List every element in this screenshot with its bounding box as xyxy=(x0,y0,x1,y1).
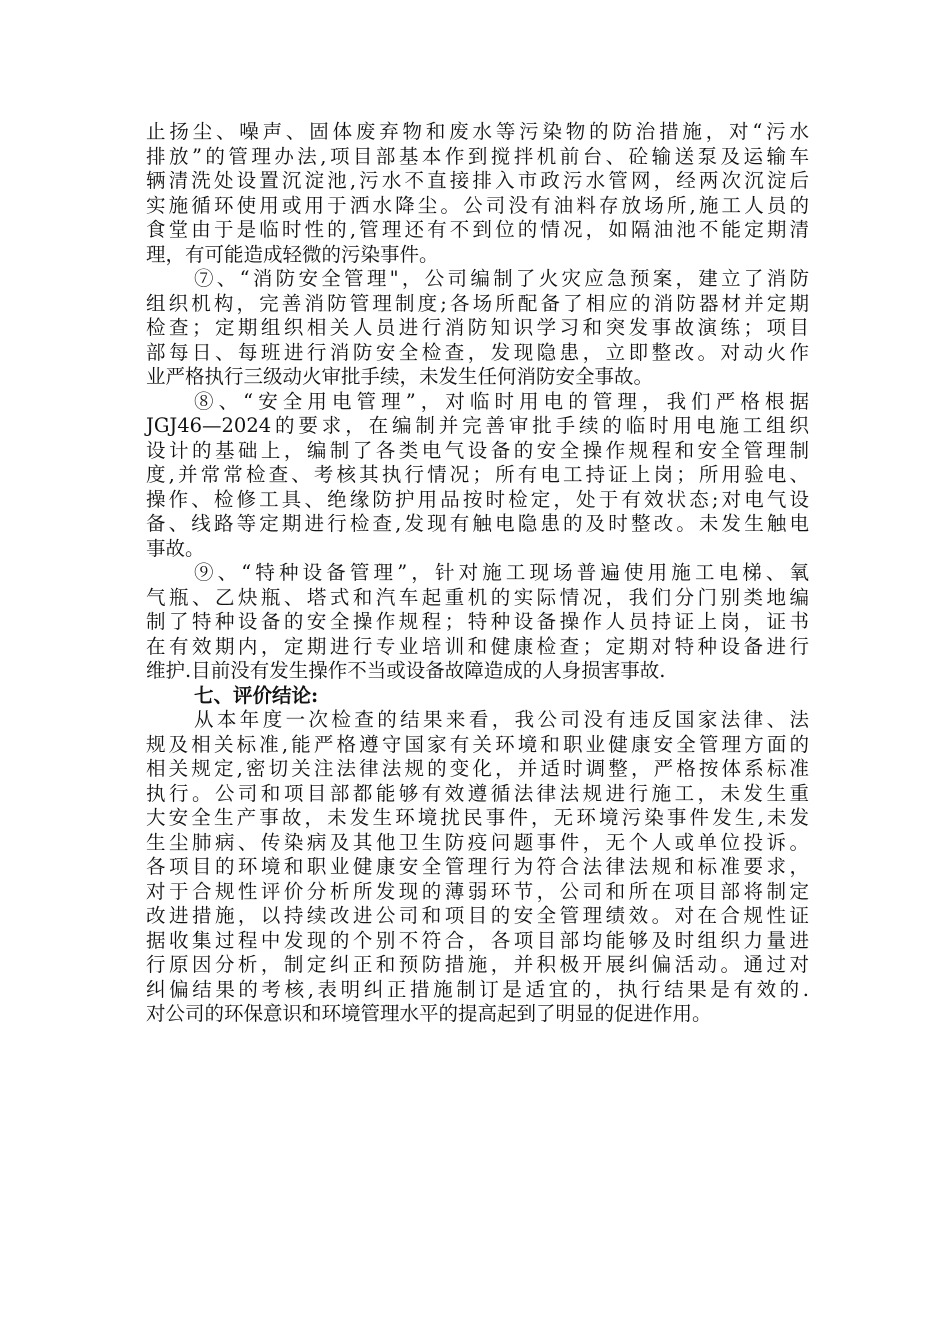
text-line: 检查；定期组织相关人员进行消防知识学习和突发事故演练；项目 xyxy=(146,316,809,339)
text-line: 对于合规性评价分析所发现的薄弱环节，公司和所在项目部将制定 xyxy=(146,879,809,903)
text-line: ⑦、“消防安全管理"，公司编制了火灾应急预案，建立了消防 xyxy=(194,267,809,290)
text-line: 改进措施，以持续改进公司和项目的安全管理绩效。对在合规性证 xyxy=(146,904,809,927)
text-line: 维护.目前没有发生操作不当或设备故障造成的人身损害事故. xyxy=(146,659,666,682)
text-line: 操作、检修工具、绝缘防护用品按时检定，处于有效状态;对电气设 xyxy=(146,487,809,511)
text-line: 大安全生产事故，未发生环境扰民事件，无环境污染事件发生,未发 xyxy=(146,806,809,829)
text-line: 纠偏结果的考核,表明纠正措施制订是适宜的，执行结果是有效的. xyxy=(146,977,809,1001)
text-line: 据收集过程中发现的个别不符合，各项目部均能够及时组织力量进 xyxy=(146,928,809,952)
section-heading: 七、评价结论: xyxy=(194,683,319,707)
text-line: ⑨、“特种设备管理”，针对施工现场普遍使用施工电梯、氧 xyxy=(194,561,809,584)
paragraph-conclusion xyxy=(146,708,809,1027)
text-line: 组织机构，完善消防管理制度;各场所配备了相应的消防器材并定期 xyxy=(146,291,809,315)
text-line: 气瓶、乙炔瓶、塔式和汽车起重机的实际情况，我们分门别类地编 xyxy=(146,585,809,609)
text-line: ⑧、“安全用电管理”，对临时用电的管理，我们严格根据 xyxy=(194,389,809,413)
text-line: 各项目的环境和职业健康安全管理行为符合法律法规和标准要求， xyxy=(146,855,809,878)
paragraph-special-equipment xyxy=(146,561,809,684)
paragraph-pollution-control xyxy=(146,120,809,267)
text-line: 实施循环使用或用于洒水降尘。公司没有油料存放场所,施工人员的 xyxy=(146,193,809,217)
text-line: 业严格执行三级动火审批手续，未发生任何消防安全事故。 xyxy=(146,365,654,388)
text-line: 事故。 xyxy=(146,536,205,560)
text-line: 执行。公司和项目部都能够有效遵循法律法规进行施工，未发生重 xyxy=(146,781,809,805)
text-line: 度,并常常检查、考核其执行情况；所有电工持证上岗；所用验电、 xyxy=(146,463,809,486)
text-line: 生尘肺病、传染病及其他卫生防疫问题事件，无个人或单位投诉。 xyxy=(146,830,809,854)
text-line: 理，有可能造成轻微的污染事件。 xyxy=(146,242,439,266)
text-line: 相关规定,密切关注法律法规的变化，并适时调整，严格按体系标准 xyxy=(146,757,809,780)
text-line: 对公司的环保意识和环境管理水平的提高起到了明显的促进作用。 xyxy=(146,1002,712,1025)
text-line: 辆清洗处设置沉淀池,污水不直接排入市政污水管网，经两次沉淀后 xyxy=(146,169,809,192)
text-line: 行原因分析，制定纠正和预防措施，并积极开展纠偏活动。通过对 xyxy=(146,953,809,976)
text-line: 在有效期内，定期进行专业培训和健康检查；定期对特种设备进行 xyxy=(146,634,809,658)
paragraph-fire-safety xyxy=(146,267,809,390)
text-line: 排放”的管理办法,项目部基本作到搅拌机前台、砼输送泵及运输车 xyxy=(146,144,809,168)
text-line: JGJ46—2024的要求，在编制并完善审批手续的临时用电施工组织 xyxy=(146,414,809,437)
text-line: 止扬尘、噪声、固体废弃物和废水等污染物的防治措施，对“污水 xyxy=(146,120,809,143)
text-line: 食堂由于是临时性的,管理还有不到位的情况，如隔油池不能定期清 xyxy=(146,218,809,241)
text-line: 从本年度一次检查的结果来看，我公司没有违反国家法律、法 xyxy=(194,708,809,731)
text-line: 制了特种设备的安全操作规程；特种设备操作人员持证上岗，证书 xyxy=(146,610,809,633)
document-body xyxy=(146,120,809,1027)
text-line: 备、线路等定期进行检查,发现有触电隐患的及时整改。未发生触电 xyxy=(146,512,809,535)
text-line: 规及相关标准,能严格遵守国家有关环境和职业健康安全管理方面的 xyxy=(146,732,809,756)
paragraph-electrical-safety xyxy=(146,390,809,562)
text-line: 设计的基础上，编制了各类电气设备的安全操作规程和安全管理制 xyxy=(146,438,809,462)
text-line: 部每日、每班进行消防安全检查，发现隐患，立即整改。对动火作 xyxy=(146,340,809,364)
